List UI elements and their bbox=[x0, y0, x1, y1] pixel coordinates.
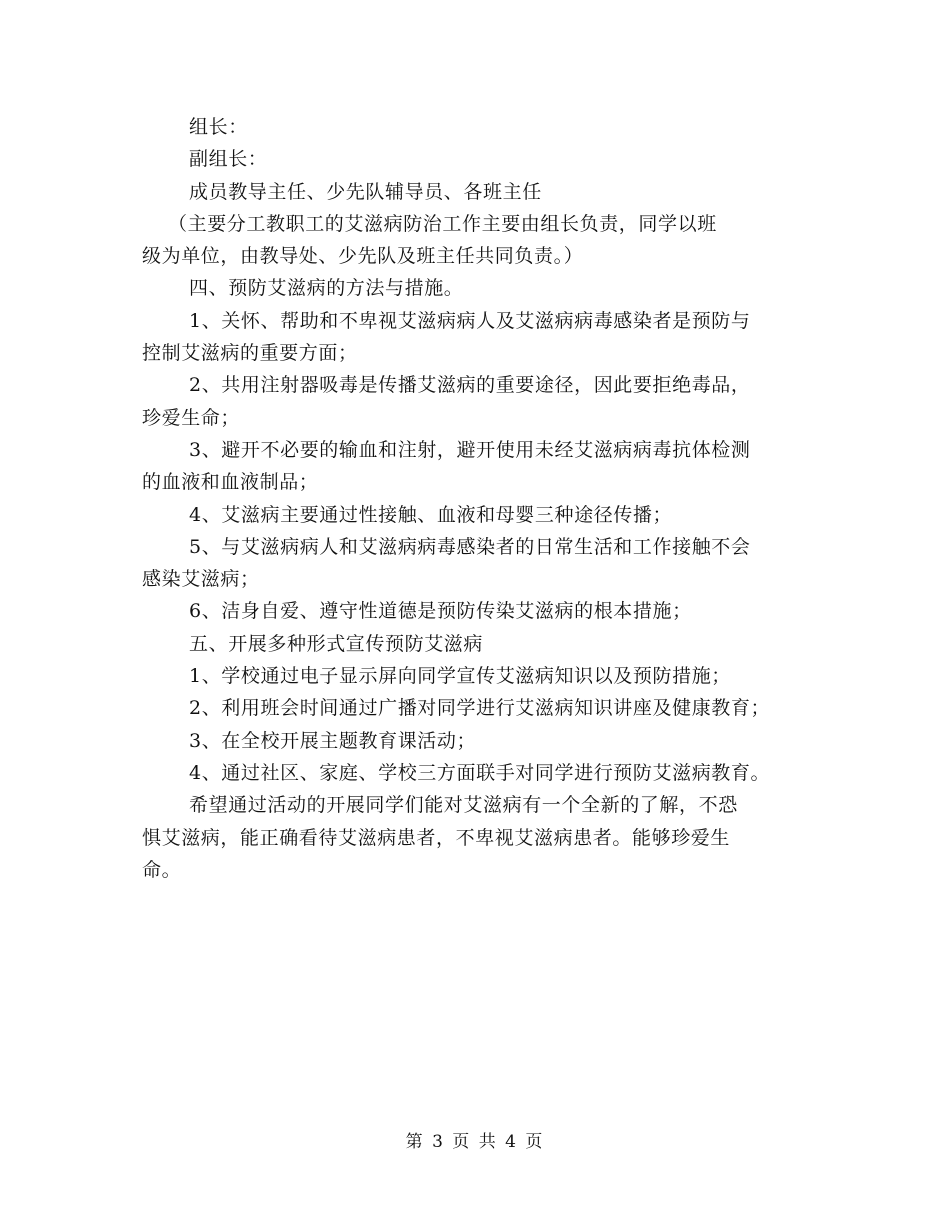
text-line: 成员教导主任、少先队辅导员、各班主任 bbox=[189, 180, 542, 203]
text-line: 2、共用注射器吸毒是传播艾滋病的重要途径，因此要拒绝毒品， bbox=[189, 374, 751, 397]
text-line: （主要分工教职工的艾滋病防治工作主要由组长负责，同学以班 bbox=[168, 212, 717, 235]
text-line: 五、开展多种形式宣传预防艾滋病 bbox=[189, 632, 484, 655]
text-line: 2、利用班会时间通过广播对同学进行艾滋病知识讲座及健康教育； bbox=[189, 697, 771, 720]
text-line: 4、艾滋病主要通过性接触、血液和母婴三种途径传播； bbox=[189, 503, 673, 526]
text-line: 4、通过社区、家庭、学校三方面联手对同学进行预防艾滋病教育。 bbox=[189, 761, 771, 784]
text-line: 控制艾滋病的重要方面； bbox=[142, 342, 358, 365]
text-line: 组长： bbox=[189, 116, 248, 138]
text-line: 希望通过活动的开展同学们能对艾滋病有一个全新的了解，不恐 bbox=[189, 794, 738, 817]
text-line: 1、学校通过电子显示屏向同学宣传艾滋病知识以及预防措施； bbox=[189, 665, 731, 688]
text-line: 级为单位，由教导处、少先队及班主任共同负责。） bbox=[142, 245, 584, 268]
text-line: 6、洁身自爱、遵守性道德是预防传染艾滋病的根本措施； bbox=[189, 600, 692, 623]
page-number: 第 3 页 共 4 页 bbox=[405, 1132, 545, 1152]
text-line: 四、预防艾滋病的方法与措施。 bbox=[189, 277, 464, 300]
text-line: 3、避开不必要的输血和注射，避开使用未经艾滋病病毒抗体检测 bbox=[189, 438, 751, 461]
text-line: 珍爱生命； bbox=[142, 406, 241, 429]
text-line: 1、关怀、帮助和不卑视艾滋病病人及艾滋病病毒感染者是预防与 bbox=[189, 309, 751, 332]
text-line: 3、在全校开展主题教育课活动； bbox=[189, 729, 477, 752]
text-line: 感染艾滋病； bbox=[142, 568, 260, 591]
text-line: 惧艾滋病，能正确看待艾滋病患者，不卑视艾滋病患者。能够珍爱生 bbox=[142, 826, 731, 849]
text-line: 的血液和血液制品； bbox=[142, 471, 319, 494]
text-line: 命。 bbox=[142, 858, 182, 881]
text-line: 5、与艾滋病病人和艾滋病病毒感染者的日常生活和工作接触不会 bbox=[189, 535, 751, 558]
document-body bbox=[142, 111, 822, 886]
text-line: 副组长： bbox=[189, 148, 268, 171]
